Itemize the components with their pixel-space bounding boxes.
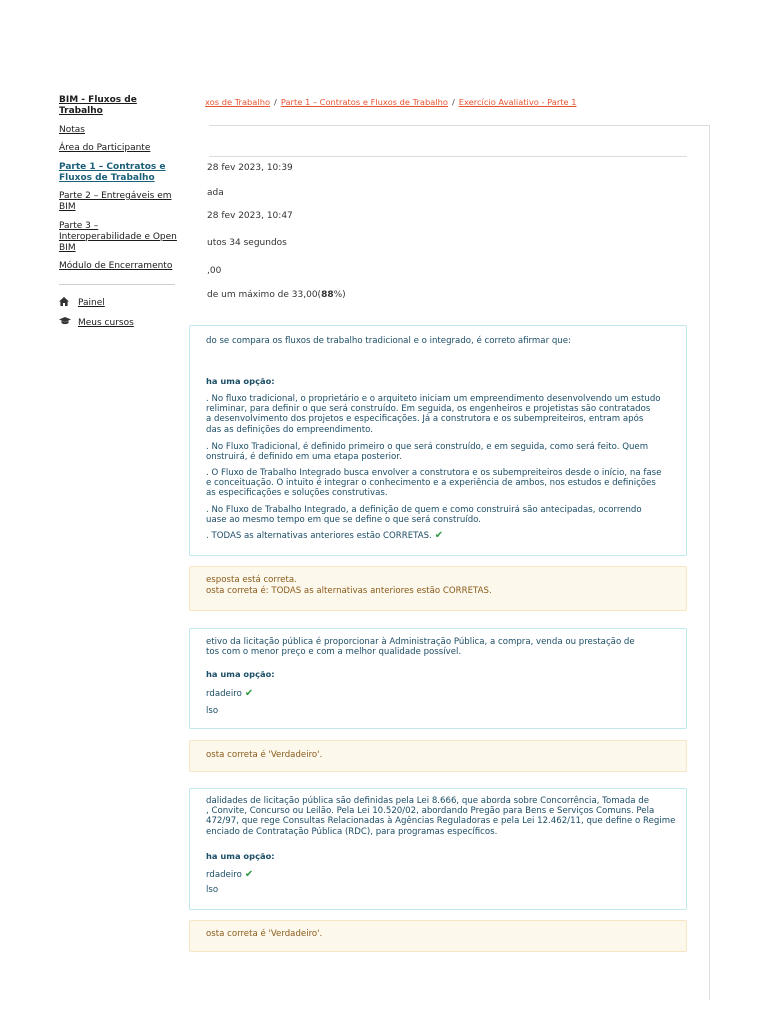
sidebar-item-parte-3[interactable]: Parte 3 – Interoperabilidade e Open BIM	[59, 220, 177, 253]
check-icon: ✔	[244, 869, 254, 880]
feedback-3	[189, 920, 687, 952]
painel-label[interactable]: Painel	[78, 298, 105, 308]
answer-option-b[interactable]: . No Fluxo Tradicional, é definido primeiro o que será construído, e em seguida, como será feito. Quem onstruirá, é definido em uma etapa posterior.	[206, 442, 649, 463]
sidebar-link-painel[interactable]	[59, 297, 177, 309]
feedback-text: osta correta é 'Verdadeiro'.	[206, 750, 323, 760]
feedback-text: osta correta é 'Verdadeiro'.	[206, 929, 323, 939]
summary-started: 28 fev 2023, 10:39	[207, 163, 293, 173]
sidebar-link-meus-cursos[interactable]	[59, 317, 177, 328]
option-true-text: rdadeiro	[206, 870, 242, 880]
feedback-1	[189, 566, 687, 611]
sidebar-item-encerramento[interactable]: Módulo de Encerramento	[59, 261, 173, 271]
breadcrumb	[205, 97, 577, 107]
question-text: do se compara os fluxos de trabalho tradicional e o integrado, é correto afirmar que:	[206, 336, 571, 346]
breadcrumb-course[interactable]: xos de Trabalho	[205, 97, 271, 107]
answer-option-true[interactable]	[206, 870, 253, 880]
option-true-text: rdadeiro	[206, 689, 242, 699]
sidebar-item-area-participante[interactable]: Área do Participante	[59, 143, 151, 153]
breadcrumb-separator: /	[451, 97, 455, 107]
summary-marks: ,00	[207, 266, 222, 276]
home-icon	[59, 297, 78, 309]
summary-duration: utos 34 segundos	[207, 238, 287, 248]
answer-option-false[interactable]: lso	[206, 706, 219, 716]
graduation-cap-icon	[59, 317, 78, 328]
grade-suffix: %)	[333, 290, 346, 300]
question-3	[189, 788, 687, 910]
breadcrumb-separator: /	[274, 97, 277, 107]
sidebar-divider	[59, 284, 175, 285]
breadcrumb-section[interactable]: Parte 1 – Contratos e Fluxos de Trabalho	[280, 97, 448, 107]
check-icon: ✔	[434, 530, 444, 541]
option-e-text: . TODAS as alternativas anteriores estão CORRETAS.	[206, 531, 432, 541]
choose-one-label: ha uma opção:	[206, 376, 275, 386]
answer-option-d[interactable]: . No Fluxo de Trabalho Integrado, a definição de quem e como construirá são antecipadas, ocorrendo uase ao mesmo tempo em que se define o que será construído.	[206, 505, 642, 526]
answer-option-c[interactable]: . O Fluxo de Trabalho Integrado busca envolver a construtora e os subempreiteiros desde o início, na fase e conceituação. O intuito é integrar o conhecimento e a experiência de ambos, nos estudos e definições as especificações e soluções construtivas.	[206, 468, 662, 499]
summary-grade	[207, 290, 346, 300]
answer-option-false[interactable]: lso	[206, 885, 219, 895]
grade-percent: 88	[321, 290, 334, 300]
question-1	[189, 325, 687, 556]
sidebar-item-notas[interactable]: Notas	[59, 124, 85, 135]
question-text: dalidades de licitação pública são definidas pela Lei 8.666, que aborda sobre Concorrência, Tomada de , Convite, Concurso ou Leilão. Pela Lei 10.520/02, abordando Pregão para Bens e Serviços Comuns. Pela 472/97, que rege Consultas Relacionadas à Agências Reguladoras e pela Lei 12.462/11, que define o Regime enciado de Contratação Pública (RDC), para programas específicos.	[206, 796, 676, 837]
content-border-right	[709, 125, 710, 1000]
feedback-2	[189, 740, 687, 772]
feedback-text: esposta está correta. osta correta é: TODAS as alternativas anteriores estão CORRETAS.	[206, 575, 492, 596]
answer-option-a[interactable]: . No fluxo tradicional, o proprietário e o arquiteto iniciam um empreendimento desenvolvendo um estudo reliminar, para definir o que será construído. Em seguida, os engenheiros e projetistas são contratados a desenvolvimento dos projetos e especificações. Já a construtora e os subempreiteiros, entram após das as definições do empreendimento.	[206, 394, 661, 435]
summary-completed: 28 fev 2023, 10:47	[207, 211, 293, 221]
question-2	[189, 628, 687, 729]
course-sidebar	[59, 95, 177, 336]
answer-option-e[interactable]	[206, 531, 443, 541]
grade-prefix: de um máximo de 33,00(	[207, 290, 322, 300]
quiz-review-content	[205, 90, 709, 1002]
question-text: etivo da licitação pública é proporcionar à Administração Pública, a compra, venda ou prestação de tos com o menor preço e com a melhor qualidade possível.	[206, 637, 635, 658]
meus-cursos-label[interactable]: Meus cursos	[78, 317, 134, 328]
check-icon: ✔	[244, 688, 254, 699]
summary-state: ada	[207, 188, 224, 198]
sidebar-item-course[interactable]: BIM - Fluxos de Trabalho	[59, 95, 137, 116]
choose-one-label: ha uma opção:	[206, 669, 275, 679]
answer-option-true[interactable]	[206, 689, 253, 699]
summary-divider	[209, 156, 687, 157]
breadcrumb-quiz[interactable]: Exercício Avaliativo - Parte 1	[458, 97, 577, 107]
sidebar-item-parte-1[interactable]: Parte 1 – Contratos e Fluxos de Trabalho	[59, 161, 166, 183]
choose-one-label: ha uma opção:	[206, 851, 275, 861]
sidebar-item-parte-2[interactable]: Parte 2 – Entregáveis em BIM	[59, 191, 172, 212]
